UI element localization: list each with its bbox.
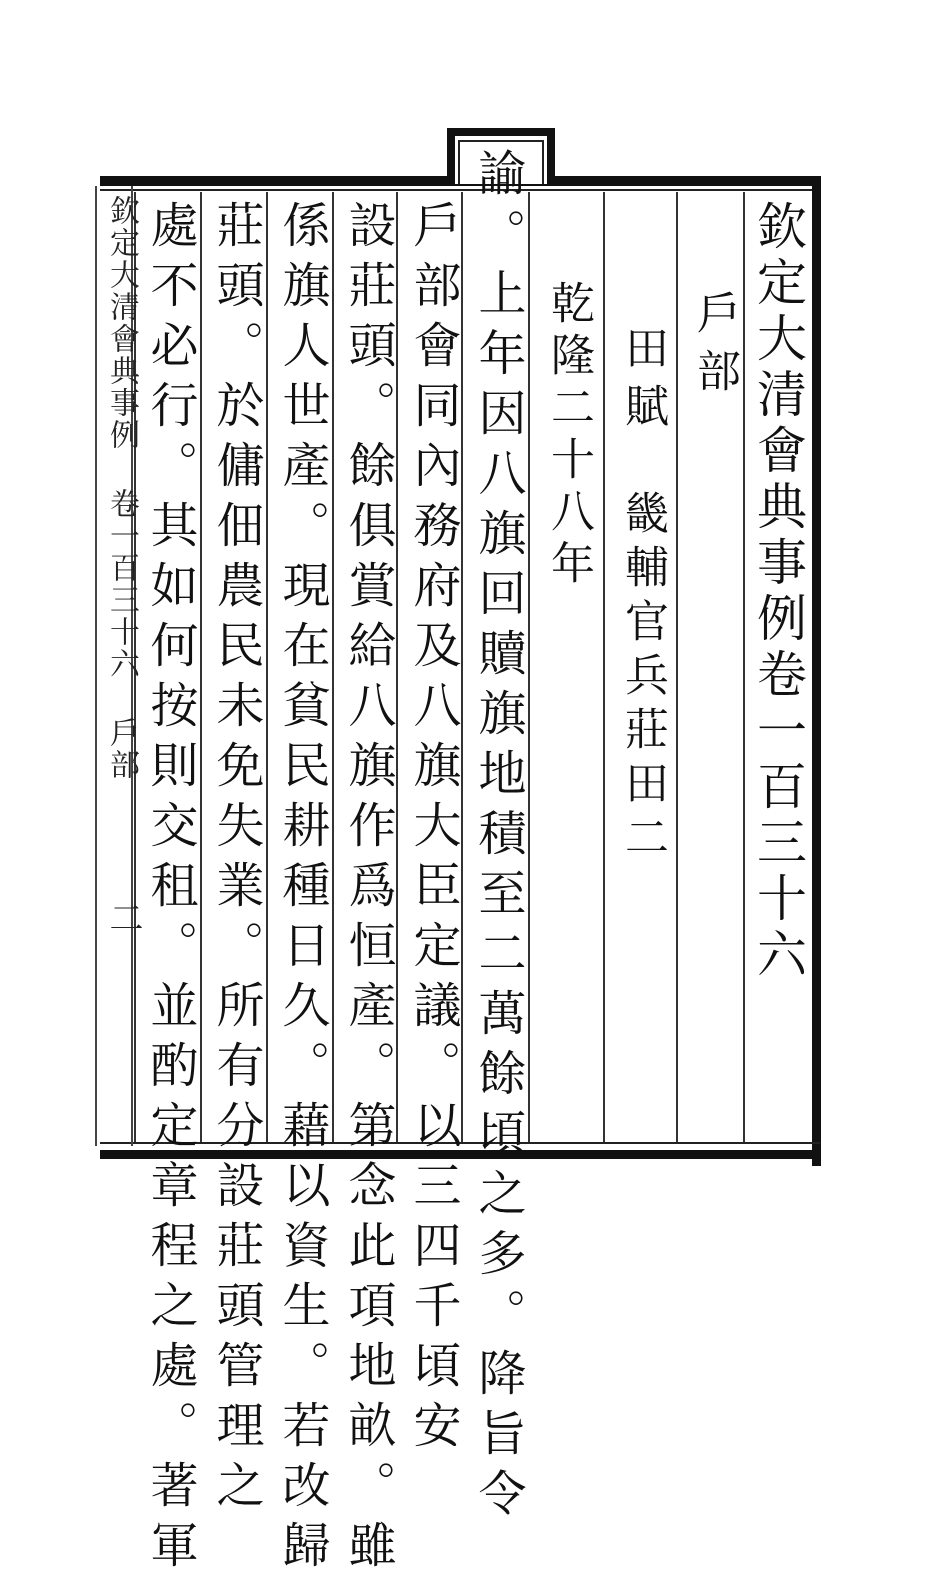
frame-right-border bbox=[812, 176, 821, 1166]
body-column-4: 係旗人世產。現在貧民耕種日久。藉以資生。若改歸 bbox=[274, 200, 330, 1580]
column-rule bbox=[200, 192, 202, 1142]
column-rule bbox=[603, 192, 605, 1142]
body-column-5: 莊頭。於傭佃農民未免失業。所有分設莊頭管理之 bbox=[208, 200, 264, 1520]
column-rule bbox=[332, 192, 334, 1142]
page-title: 欽定大清會典事例卷一百三十六 bbox=[749, 200, 807, 984]
subsection-label: 畿輔官兵莊田二 bbox=[617, 490, 668, 868]
column-rule bbox=[528, 192, 530, 1142]
body-column-3: 設莊頭。餘俱賞給八旗作爲恒產。第念此項地畝。雖 bbox=[340, 200, 396, 1580]
frame-top-inner-rule bbox=[100, 189, 820, 191]
page-number: 二 bbox=[103, 900, 143, 936]
year-label: 乾隆二十八年 bbox=[543, 280, 594, 592]
column-rule bbox=[266, 192, 268, 1142]
section-label: 田賦 bbox=[617, 325, 668, 441]
body-column-6: 處不必行。其如何按則交租。並酌定章程之處。著軍 bbox=[142, 200, 198, 1580]
margin-label: 欽定大清會典事例 卷一百三十六 戶部 bbox=[104, 195, 139, 781]
body-column-2: 戶部會同內務府及八旗大臣定議。以三四千頃安 bbox=[405, 200, 461, 1460]
column-rule bbox=[676, 192, 678, 1142]
department-label: 戶部 bbox=[689, 290, 740, 406]
body-column-1: 諭。上年因八旗回贖旗地積至二萬餘頃之多。降旨令 bbox=[470, 148, 526, 1528]
